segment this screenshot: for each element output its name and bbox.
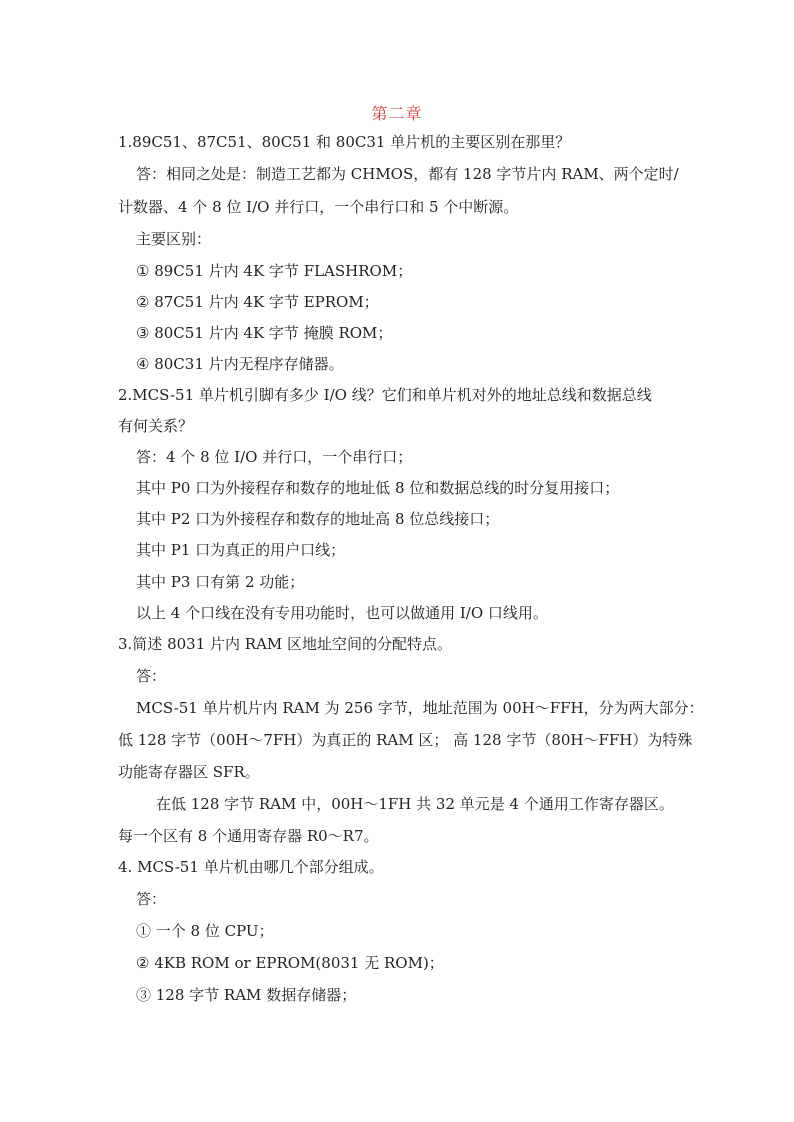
difference-item-3: ③ 80C51 片内 4K 字节 掩膜 ROM； [136,324,393,342]
difference-item-4: ④ 80C31 片内无程序存储器。 [136,355,344,373]
answer-3-line-2: 低 128 字节（00H～7FH）为真正的 RAM 区； 高 128 字节（80H～FFH）为特殊 [118,731,693,749]
answer-1-line-2: 计数器、4 个 8 位 I/O 并行口，一个串行口和 5 个中断源。 [118,198,519,216]
answer-3-line-4: 在低 128 字节 RAM 中，00H～1FH 共 32 单元是 4 个通用工作寄存器区。 [156,795,674,813]
answer-3-line-1: MCS-51 单片机片内 RAM 为 256 字节，地址范围为 00H～FFH，分为两大部分： [136,699,704,717]
difference-item-2: ② 87C51 片内 4K 字节 EPROM； [136,293,379,311]
main-differences-label: 主要区别： [136,230,212,248]
difference-item-1: ① 89C51 片内 4K 字节 FLASHROM； [136,262,413,280]
answer-2-line-1: 答：4 个 8 位 I/O 并行口，一个串行口； [136,448,413,466]
component-item-2: ② 4KB ROM or EPROM(8031 无 ROM)； [136,954,444,972]
question-3: 3.简述 8031 片内 RAM 区地址空间的分配特点。 [118,635,453,653]
question-2-line-1: 2.MCS-51 单片机引脚有多少 I/O 线？它们和单片机对外的地址总线和数据总线 [118,386,652,404]
answer-3-label: 答： [136,667,167,685]
answer-2-p3: 其中 P3 口有第 2 功能； [136,573,305,591]
question-4: 4. MCS-51 单片机由哪几个部分组成。 [118,858,384,876]
answer-1-line-1: 答：相同之处是：制造工艺都为 CHMOS，都有 128 字节片内 RAM、两个定时/ [136,165,679,183]
answer-2-p1: 其中 P1 口为真正的用户口线； [136,541,346,559]
answer-2-summary: 以上 4 个口线在没有专用功能时，也可以做通用 I/O 口线用。 [136,604,548,622]
component-item-3: ③ 128 字节 RAM 数据存储器； [136,986,357,1004]
answer-3-line-5: 每一个区有 8 个通用寄存器 R0～R7。 [118,827,379,845]
question-2-line-2: 有何关系？ [118,417,194,435]
question-1: 1.89C51、87C51、80C51 和 80C31 单片机的主要区别在那里？ [118,133,571,151]
component-item-1: ① 一个 8 位 CPU； [136,922,274,940]
answer-2-p2: 其中 P2 口为外接程存和数存的地址高 8 位总线接口； [136,510,500,528]
answer-4-label: 答： [136,890,167,908]
chapter-title: 第二章 [371,104,423,123]
answer-2-p0: 其中 P0 口为外接程存和数存的地址低 8 位和数据总线的时分复用接口； [136,479,620,497]
answer-3-line-3: 功能寄存器区 SFR。 [118,763,260,781]
